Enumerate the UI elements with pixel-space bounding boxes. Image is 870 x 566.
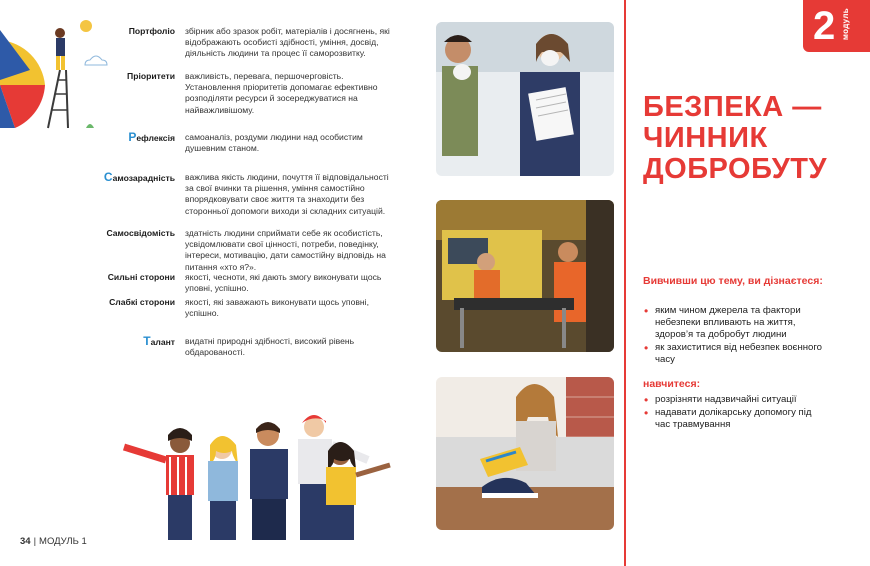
page-footer: [20, 536, 87, 547]
glossary-term: [128, 132, 175, 144]
glossary-definition: якості, чесноти, які дають змогу виконувати щось уповні, успішно.: [185, 272, 382, 294]
glossary-term: Пріоритети: [127, 71, 175, 81]
term-capital: С: [103, 170, 113, 184]
photo-paramedics-stretcher: [436, 200, 614, 352]
left-page: [0, 0, 430, 566]
title-line: БЕЗПЕКА —: [643, 91, 822, 123]
glossary-definition: видатні природні здібності, високий рівень обдарованості.: [185, 336, 355, 358]
module-tab-label: модуль: [841, 8, 850, 40]
glossary-definition: важлива якість людини, почуття її відповідальності за свої вчинки та рішення, уміння самостійно впорядковувати своє життя та знаходити без сторонньої допомоги виходи зі складних ситуацій.: [185, 172, 389, 216]
term-rest: ефлексія: [136, 133, 175, 143]
list-item: • надавати долікарську допомогу під час травмування: [643, 407, 823, 431]
glossary-term: [143, 336, 175, 348]
list-item: • яким чином джерела та фактори небезпеки впливають на життя, здоров’я та добробут людини: [643, 305, 823, 341]
group-of-teens-illustration: [118, 405, 400, 540]
page-divider-rule: [624, 0, 626, 566]
list-item: • як захиститися від небезпек воєнного часу: [643, 342, 823, 366]
right-page: [430, 0, 870, 566]
glossary-definition: якості, які заважають виконувати щось уповні, успішно.: [185, 297, 369, 319]
title-line: ЧИННИК: [643, 122, 768, 154]
module-number: 2: [813, 4, 836, 48]
glossary-term: Портфоліо: [128, 26, 175, 36]
module-tab: [803, 0, 870, 52]
term-capital: Р: [128, 130, 137, 144]
glossary-term: [104, 172, 175, 184]
glossary-definition: важливість, перевага, першочерговість. Установлення пріоритетів допомагає ефективно розподіляти ресурси й зосереджуватися на найважливішому.: [185, 71, 378, 115]
term-rest: алант: [150, 337, 175, 347]
learn-heading: Вивчивши цю тему, ви дізнаєтеся:: [643, 275, 823, 287]
footer-module-label: МОДУЛЬ 1: [39, 536, 87, 547]
glossary-term: Сильні сторони: [107, 272, 175, 282]
glossary-definition: самоаналіз, роздуми людини над особистим душевним станом.: [185, 132, 363, 154]
glossary-definition: здатність людини сприймати себе як особистість, усвідомлювати свої цінності, потреби, поведінку, інтереси, мотивацію, дати самостійну відповідь на питання «хто я?».: [185, 228, 386, 272]
term-capital: Т: [143, 334, 151, 348]
glossary-term: Слабкі сторони: [109, 297, 175, 307]
footer-separator: |: [33, 536, 37, 547]
list-item: • розрізняти надзвичайні ситуації: [643, 394, 823, 406]
term-rest: амозарадність: [112, 173, 175, 183]
page-number: 34: [20, 536, 31, 547]
chapter-title: [643, 92, 863, 185]
skills-list: [643, 394, 823, 432]
skills-heading: навчитеся:: [643, 378, 701, 390]
pie-chart-ladder-illustration: [0, 10, 110, 130]
glossary-definition: збірник або зразок робіт, матеріалів і досягнень, які відображають особисті здібності, уміння, досвід, діяльність людини та процес її саморозвитку.: [185, 26, 390, 59]
photo-girl-with-shoe: [436, 377, 614, 530]
photo-people-covering-faces: [436, 22, 614, 176]
learn-list: [643, 305, 823, 367]
title-line: ДОБРОБУТУ: [643, 153, 827, 185]
glossary-term: Самосвідомість: [106, 228, 175, 238]
